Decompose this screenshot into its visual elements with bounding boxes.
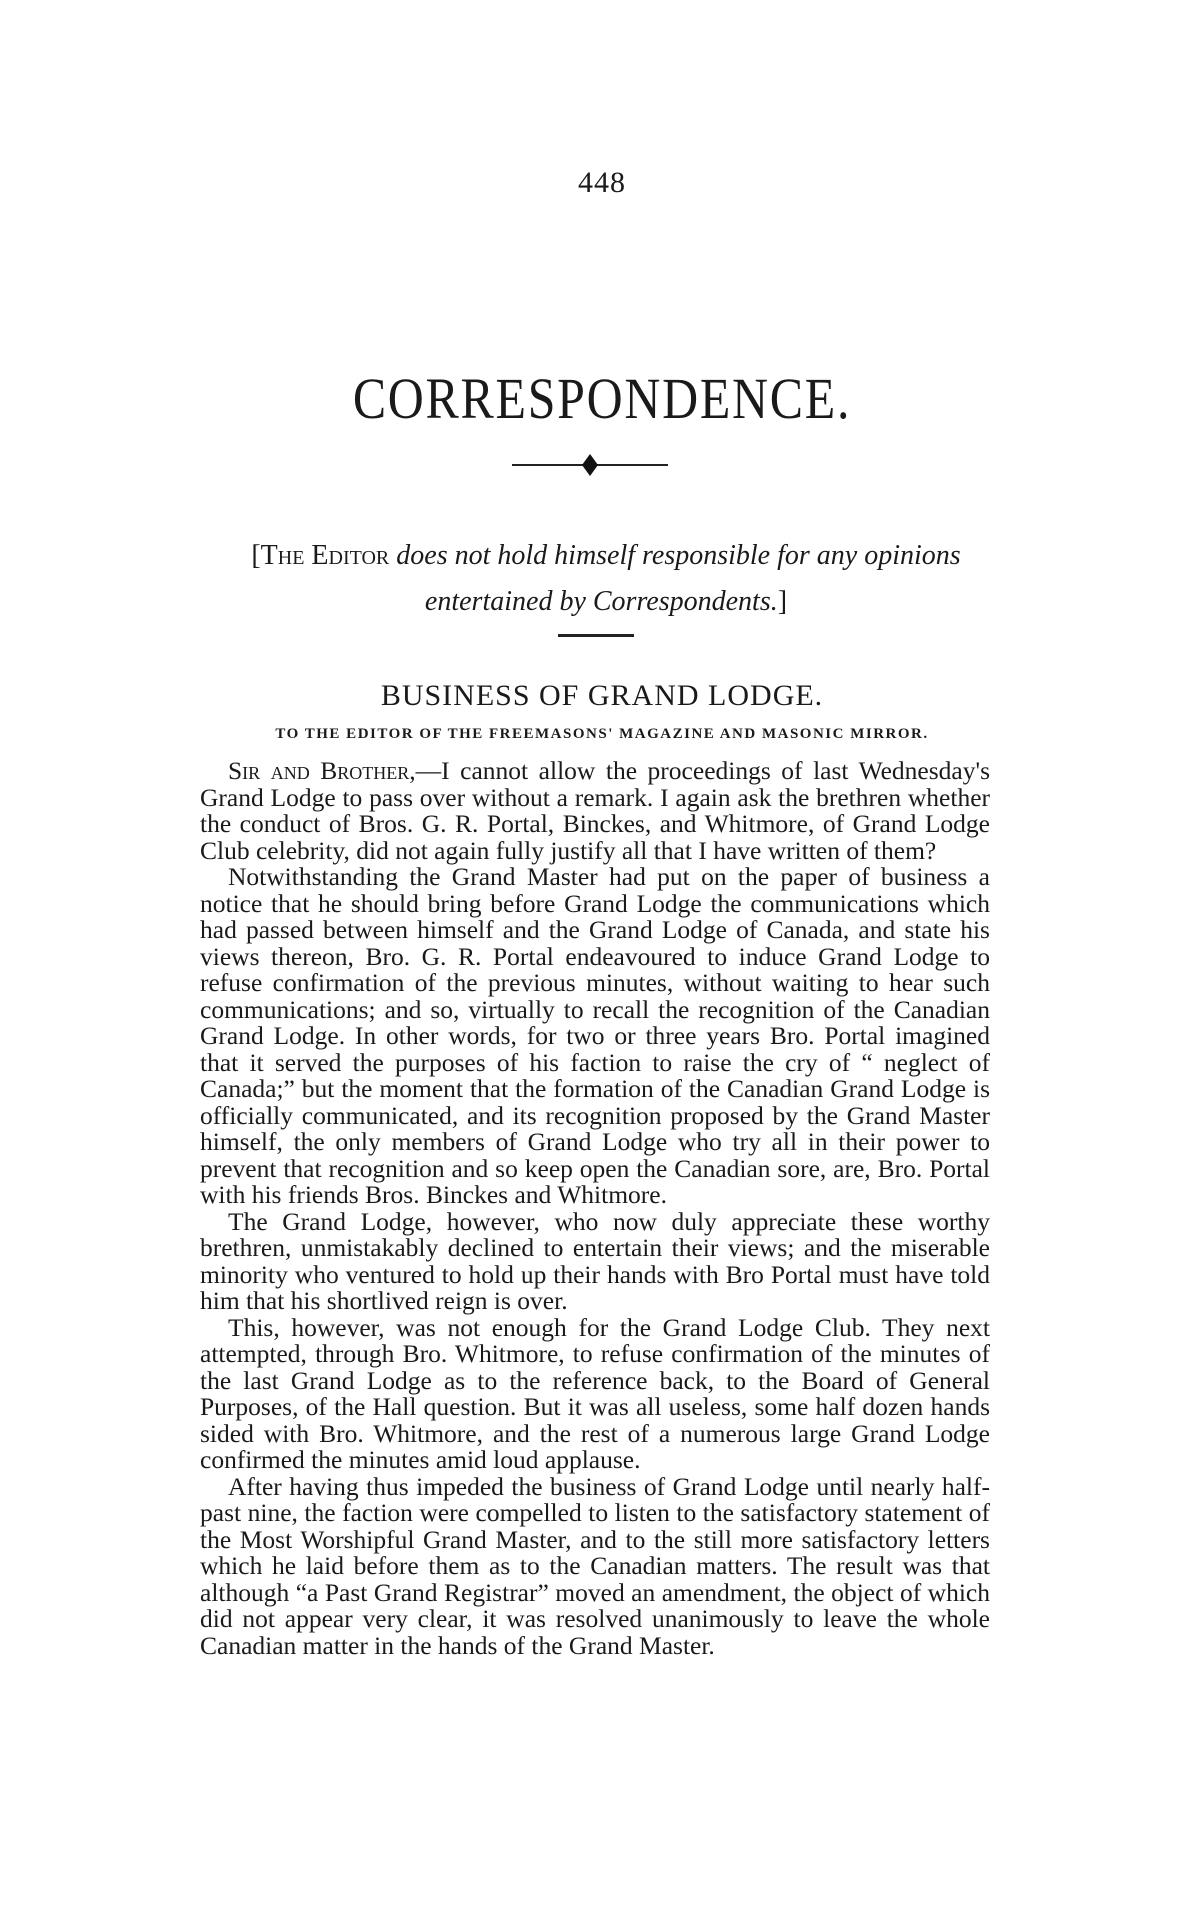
disclaimer-close-bracket: ] bbox=[777, 586, 788, 617]
paragraph: After having thus impeded the business of Grand Lodge until nearly half-past nine, the faction were compelled to listen to the satisfactory statement of the Most Worshipful Grand Master, and to the still more satisfactory letters which he laid before them as to the Canadian matters. The result was that although “a Past Grand Registrar” moved an amendment, the object of which did not appear very clear, it was resolved unanimously to leave the whole Canadian matter in the hands of the Grand Master. bbox=[200, 1471, 990, 1660]
section-title: CORRESPONDENCE. bbox=[352, 366, 852, 431]
letter-body bbox=[200, 758, 990, 1659]
letter-addressee: TO THE EDITOR OF THE FREEMASONS' MAGAZINE AND MASONIC MIRROR. bbox=[275, 726, 929, 742]
disclaimer-open-bracket: [ bbox=[251, 540, 261, 571]
paragraph: This, however, was not enough for the Grand Lodge Club. They next attempted, through Bro. Whitmore, to refuse confirmation of the minutes of the last Grand Lodge as to the reference back, to the Board of General Purposes, of the Hall question. But it was all useless, some half dozen hands sided with Bro. Whitmore, and the rest of a numerous large Grand Lodge confirmed the minutes amid loud applause. bbox=[200, 1312, 990, 1474]
ornament-divider-icon bbox=[510, 452, 670, 478]
disclaimer-text: does not hold himself responsible for any opinions entertained by Correspondents. bbox=[396, 540, 961, 617]
horizontal-rule bbox=[558, 634, 634, 637]
article-title: BUSINESS OF GRAND LODGE. bbox=[380, 679, 824, 712]
editor-disclaimer bbox=[232, 533, 980, 625]
salutation: Sir and Brother, bbox=[228, 756, 416, 785]
paragraph-text: —I cannot allow the proceedings of last Wednesday's Grand Lodge to pass over without a remark. I again ask the brethren whether the conduct of Bros. G. R. Portal, Binckes, and Whitmore, of Grand Lodge Club celebrity, did not again fully justify all that I have written of them? bbox=[200, 756, 990, 865]
disclaimer-the: The bbox=[260, 540, 305, 571]
paragraph: Notwithstanding the Grand Master had put on the paper of business a notice that he should bring before Grand Lodge the communications which had passed between himself and the Grand Lodge of Canada, and state his views thereon, Bro. G. R. Portal endeavoured to induce Grand Lodge to refuse confirmation of the previous minutes, without waiting to hear such communications; and so, virtually to recall the recognition of the Canadian Grand Lodge. In other words, for two or three years Bro. Portal imagined that it served the purposes of his faction to raise the cry of “ neglect of Canada;” but the moment that the formation of the Canadian Grand Lodge is officially communicated, and its recognition proposed by the Grand Master himself, the only members of Grand Lodge who try all in their power to prevent that recognition and so keep open the Canadian sore, are, Bro. Portal with his friends Bros. Binckes and Whitmore. bbox=[200, 862, 990, 1209]
disclaimer-editor: Editor bbox=[311, 540, 390, 571]
paragraph bbox=[200, 758, 990, 864]
page-number: 448 bbox=[578, 166, 626, 199]
paragraph: The Grand Lodge, however, who now duly appreciate these worthy brethren, unmistakably declined to entertain their views; and the miserable minority who ventured to hold up their hands with Bro Portal must have told him that his shortlived reign is over. bbox=[200, 1206, 990, 1315]
